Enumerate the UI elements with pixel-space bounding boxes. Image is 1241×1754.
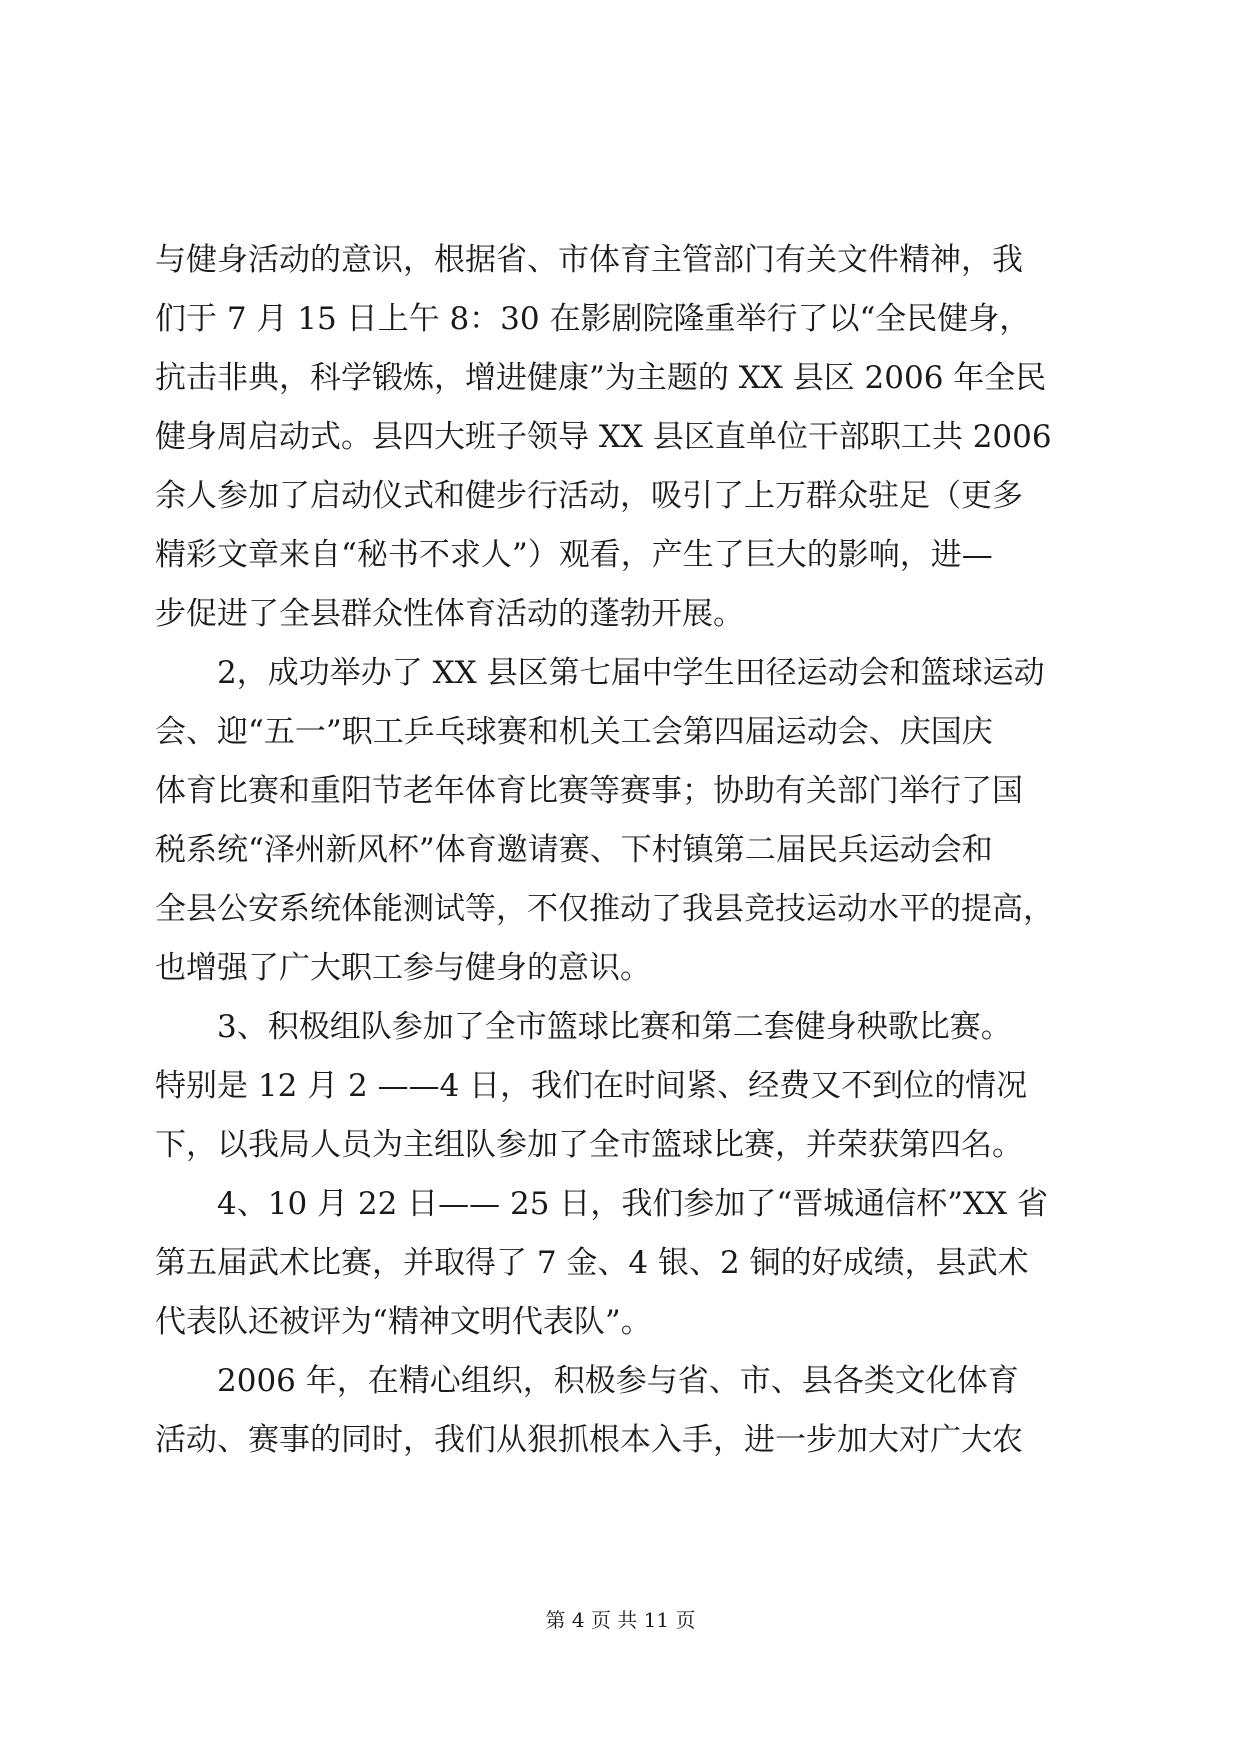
text-line: 健身周启动式。县四大班子领导 XX 县区直单位干部职工共 2006: [155, 419, 1052, 455]
text-line: 3、积极组队参加了全市篮球比赛和第二套健身秧歌比赛。: [155, 1009, 1012, 1045]
page-footer: 第 4 页 共 11 页: [545, 1608, 696, 1632]
paragraph: [155, 998, 1085, 1175]
text-line: 抗击非典，科学锻炼，增进健康”为主题的 XX 县区 2006 年全民: [155, 360, 1047, 396]
paragraph: [155, 1352, 1085, 1470]
text-line: 4、10 月 22 日—— 25 日，我们参加了“晋城通信杯”XX 省: [155, 1186, 1049, 1222]
text-line: 税系统“泽州新风杯”体育邀请赛、下村镇第二届民兵运动会和: [155, 832, 993, 868]
paragraph: [155, 231, 1085, 644]
text-line: 2，成功举办了 XX 县区第七届中学生田径运动会和篮球运动: [155, 655, 1045, 691]
text-line: 2006 年，在精心组织，积极参与省、市、县各类文化体育: [155, 1363, 1019, 1399]
text-line: 活动、赛事的同时，我们从狠抓根本入手，进一步加大对广大农: [155, 1422, 1023, 1458]
text-line: 特别是 12 月 2 ——4 日，我们在时间紧、经费又不到位的情况: [155, 1068, 1028, 1104]
text-line: 会、迎“五一”职工乒乓球赛和机关工会第四届运动会、庆国庆: [155, 714, 993, 750]
text-line: 代表队还被评为“精神文明代表队”。: [155, 1304, 652, 1340]
document-body: [155, 231, 1085, 1470]
text-line: 们于 7 月 15 日上午 8：30 在影剧院隆重举行了以“全民健身，: [155, 301, 1031, 337]
paragraph: [155, 644, 1085, 998]
text-line: 体育比赛和重阳节老年体育比赛等赛事；协助有关部门举行了国: [155, 773, 1023, 809]
text-line: 与健身活动的意识，根据省、市体育主管部门有关文件精神，我: [155, 242, 1023, 278]
text-line: 也增强了广大职工参与健身的意识。: [155, 950, 651, 986]
text-line: 第五届武术比赛，并取得了 7 金、4 银、2 铜的好成绩，县武术: [155, 1245, 1029, 1281]
paragraph: [155, 1175, 1085, 1352]
text-line: 步促进了全县群众性体育活动的蓬勃开展。: [155, 596, 744, 632]
text-line: 全县公安系统体能测试等，不仅推动了我县竞技运动水平的提高，: [155, 891, 1054, 927]
text-line: 精彩文章来自“秘书不求人”）观看，产生了巨大的影响，进—: [155, 537, 993, 573]
text-line: 余人参加了启动仪式和健步行活动，吸引了上万群众驻足（更多: [155, 478, 1023, 514]
text-line: 下，以我局人员为主组队参加了全市篮球比赛，并荣获第四名。: [155, 1127, 1023, 1163]
